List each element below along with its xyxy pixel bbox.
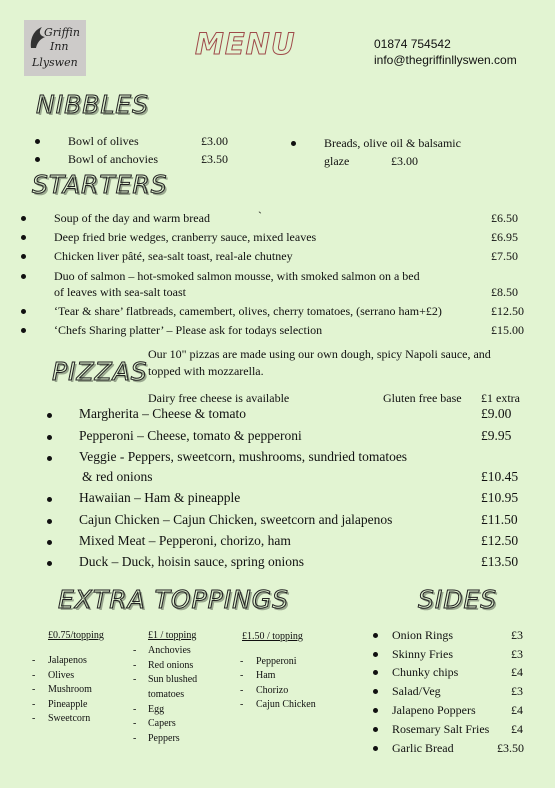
pizza-price: £10.45 [481, 469, 519, 484]
bullet [21, 216, 26, 221]
pizza-name: Cajun Chicken – Cajun Chicken, sweetcorn and jalapenos [79, 512, 393, 527]
topping-item: Anchovies [148, 645, 191, 656]
starter-name: Duo of salmon – hot-smoked salmon mousse, with smoked salmon on a bed [54, 269, 420, 283]
bullet [373, 689, 378, 694]
side-name: Jalapeno Poppers [392, 703, 476, 717]
logo [24, 20, 86, 76]
bullet [373, 746, 378, 751]
pizza-price: £10.95 [481, 490, 519, 505]
starter-price: £6.95 [491, 230, 518, 244]
pizza-price: £9.00 [481, 406, 512, 421]
side-price: £3.50 [497, 741, 524, 755]
pizza-intro-cont: topped with mozzarella. [148, 364, 264, 378]
bullet [373, 652, 378, 657]
nibbles-heading: NIBBLES [36, 90, 149, 119]
bullet [47, 540, 52, 545]
gluten-free-note: Gluten free base [383, 391, 462, 405]
starter-price: £7.50 [491, 249, 518, 263]
topping-price-label: £0.75/topping [48, 630, 104, 641]
starters-heading: STARTERS [32, 170, 168, 199]
topping-item: Sweetcorn [48, 713, 91, 724]
toppings-heading: EXTRA TOPPINGS [58, 585, 290, 614]
nibble-name: Bowl of anchovies [68, 152, 158, 166]
topping-item: Sun blushed [148, 674, 198, 685]
logo-text-griffin: Griffin [44, 26, 80, 39]
topping-item: Capers [148, 718, 176, 729]
bullet [35, 139, 40, 144]
phone-number: 01874 754542 [374, 37, 451, 51]
pizza-intro: Our 10" pizzas are made using our own dough, spicy Napoli sauce, and [148, 347, 491, 361]
nibble-price: £3.00 [201, 134, 228, 148]
topping-item: Red onions [148, 660, 194, 671]
side-name: Onion Rings [392, 628, 454, 642]
starter-name: Deep fried brie wedges, cranberry sauce, mixed leaves [54, 230, 317, 244]
topping-item: Egg [148, 704, 165, 715]
gluten-free-price: £1 extra [481, 391, 520, 405]
side-price: £3 [511, 647, 523, 661]
email-address: info@thegriffinllyswen.com [374, 53, 517, 67]
bullet [21, 235, 26, 240]
starter-name: ‘Chefs Sharing platter’ – Please ask for todays selection [54, 323, 323, 337]
starter-price: £15.00 [491, 323, 524, 337]
bullet [373, 727, 378, 732]
bullet [373, 670, 378, 675]
starter-price: £6.50 [491, 211, 518, 225]
starter-name: ‘Tear & share’ flatbreads, camembert, olives, cherry tomatoes, (serrano ham+£2) [54, 304, 442, 318]
nibble-price: £3.00 [391, 154, 418, 168]
side-price: £4 [511, 722, 523, 736]
bullet [47, 519, 52, 524]
pizzas-heading: PIZZAS [52, 357, 148, 386]
side-name: Skinny Fries [392, 647, 454, 661]
topping-item: Pineapple [48, 699, 88, 710]
pizza-name: Duck – Duck, hoisin sauce, spring onions [79, 554, 304, 569]
bullet [21, 274, 26, 279]
side-price: £4 [511, 703, 523, 717]
bullet [373, 633, 378, 638]
side-name: Rosemary Salt Fries [392, 722, 490, 736]
pizza-name: Pepperoni – Cheese, tomato & pepperoni [79, 428, 302, 443]
topping-item: Ham [256, 670, 276, 681]
side-price: £4 [511, 665, 523, 679]
starter-price: £12.50 [491, 304, 524, 318]
topping-price-label: £1.50 / topping [242, 631, 303, 642]
side-name: Garlic Bread [392, 741, 454, 755]
side-name: Chunky chips [392, 665, 459, 679]
nibble-name: Breads, olive oil & balsamic [324, 136, 461, 150]
pizza-name: Mixed Meat – Pepperoni, chorizo, ham [79, 533, 291, 548]
topping-item: Pepperoni [256, 656, 297, 667]
logo-text-llyswen: Llyswen [32, 56, 78, 69]
bullet [47, 561, 52, 566]
bullet [291, 141, 296, 146]
pizza-name: Veggie - Peppers, sweetcorn, mushrooms, sundried tomatoes [79, 449, 408, 464]
bullet [47, 435, 52, 440]
topping-item: Mushroom [48, 684, 92, 695]
bullet [47, 413, 52, 418]
starter-price: £8.50 [491, 285, 518, 299]
pizza-price: £9.95 [481, 428, 512, 443]
side-price: £3 [511, 628, 523, 642]
topping-item: Peppers [148, 733, 180, 744]
bullet [35, 157, 40, 162]
starter-mark: ` [258, 209, 262, 223]
bullet [47, 456, 52, 461]
bullet [21, 254, 26, 259]
starter-name-cont: of leaves with sea-salt toast [54, 285, 186, 299]
topping-item: Jalapenos [48, 655, 87, 666]
bullet [373, 708, 378, 713]
topping-price-label: £1 / topping [148, 630, 197, 641]
topping-item: Cajun Chicken [256, 699, 316, 710]
side-name: Salad/Veg [392, 684, 441, 698]
pizza-name: Hawaiian – Ham & pineapple [79, 490, 241, 505]
bullet [21, 309, 26, 314]
pizza-name: Margherita – Cheese & tomato [79, 406, 246, 421]
pizza-price: £13.50 [481, 554, 519, 569]
starter-name: Soup of the day and warm bread [54, 211, 210, 225]
nibble-price: £3.50 [201, 152, 228, 166]
pizza-price: £12.50 [481, 533, 519, 548]
sides-heading: SIDES [418, 585, 498, 614]
page-title: MENU [195, 27, 296, 61]
nibble-name: Bowl of olives [68, 134, 139, 148]
starter-name: Chicken liver pâté, sea-salt toast, real-ale chutney [54, 249, 293, 263]
bullet [47, 497, 52, 502]
nibble-name-cont: glaze [324, 154, 350, 168]
topping-item: Olives [48, 670, 75, 681]
side-price: £3 [511, 684, 523, 698]
topping-item-cont: tomatoes [148, 689, 185, 700]
bullet [21, 328, 26, 333]
topping-item: Chorizo [256, 685, 289, 696]
logo-text-inn: Inn [50, 40, 69, 53]
pizza-price: £11.50 [481, 512, 518, 527]
dairy-free-note: Dairy free cheese is available [148, 391, 290, 405]
pizza-name-cont: & red onions [82, 469, 153, 484]
